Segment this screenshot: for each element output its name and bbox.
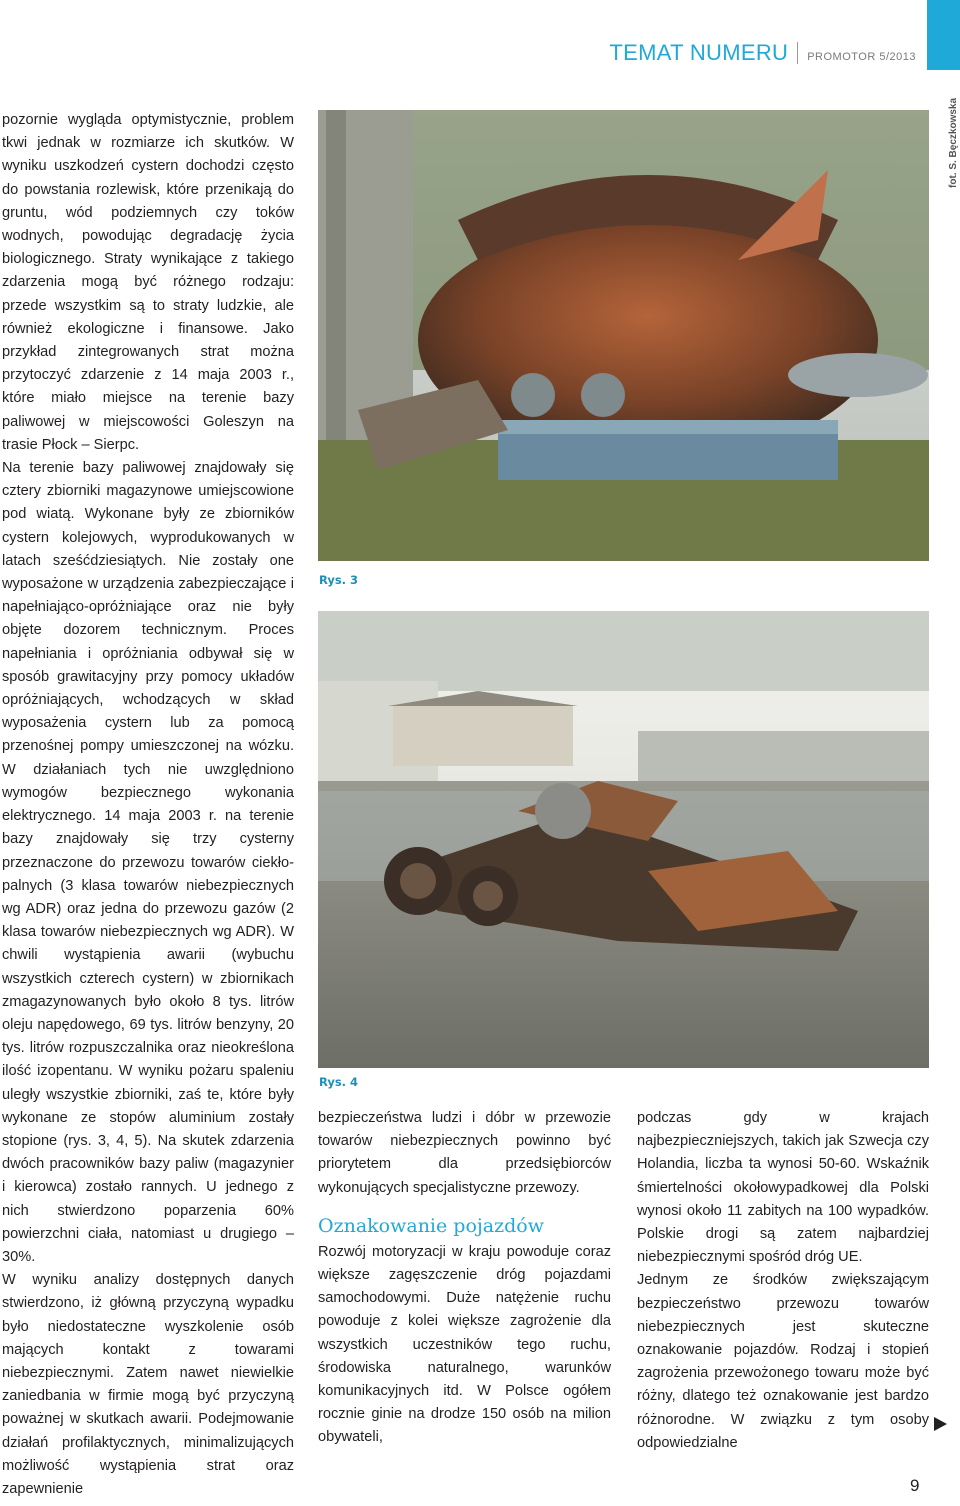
section-title: TEMAT NUMERU (609, 40, 789, 65)
burned-tank-illustration (318, 110, 929, 561)
paragraph: Na terenie bazy paliwowej znajdowały się cztery zbiorniki magazynowe umiejscowione pod wiatą. Wykonane były ze zbiorników cystern kolejowych, wyprodukowanych w latach sześćdziesiątych. Nie zostały one wyposażone w urządzenia zabezpieczające i napełniająco-opróżniające oraz nie były objęte dozorem technicznym. Proces napełniania i opróżniania odbywał się w sposób grawitacyjny przy pomocy układów opróżniających, wchodzących w skład wyposażenia cystern lub za pomocą przenośnej pompy umieszczonej na wózku. W działaniach tych nie uwzględniono wymogów bezpiecznego wykonania elektrycznego. 14 maja 2003 r. na terenie bazy znajdowały się trzy cysterny przeznaczone do przewozu towarów ciekło-palnych (3 klasa towarów niebezpiecznych wg ADR) oraz jedna do przewozu gazów (2 klasa towarów niebezpiecznych wg ADR). W chwili wystąpienia awarii (wybuchu wszystkich czterech cystern) w zbiornikach zmagazynowanych było około 8 tys. litrów oleju napędowego, 69 tys. litrów benzyny, 20 tys. litrów rozpuszczalnika oraz nieokreślona ilość izopentanu. W wyniku pożaru spaleniu uległy wszystkie zbiorniki, zaś te, które były wykonane ze stopów aluminium zostały stopione (rys. 3, 4, 5). Na skutek zdarzenia dwóch pracowników bazy paliw (magazynier i kierowca) zostało rannych. U jednego z nich stwierdzono poparzenia 60% powierzchni ciała, natomiast u drugiego – 30%. (2, 460, 294, 1265)
paragraph: podczas gdy w krajach najbezpieczniejszych, takich jak Szwecja czy Holandia, liczba ta wynosi 50-60. Wskaźnik śmiertelności okołowypadkowej dla Polski wynosi około 11 zabitych na 100 wypadków. Polskie drogi są zatem najbardziej niebezpiecznymi spośród dróg UE. (637, 1110, 929, 1266)
issue-label: PROMOTOR 5/2013 (807, 51, 916, 63)
photo-credit: fot. S. Bęczkowska (948, 97, 959, 188)
text-column-3 (637, 1107, 929, 1455)
paragraph: pozornie wygląda optymistycznie, problem tkwi jednak w rozmiarze ich skutków. W wyniku uszkodzeń cystern dochodzi często do powstania rozlewisk, które przenikają do gruntu, wód podziemnych czy toków wodnych, powodując degradację życia biologicznego. Straty wynikające z takiego zdarzenia mogą być różnego rodzaju: przede wszystkim są to straty ludzkie, ale również ekologiczne i finansowe. Jako przykład zintegrowanych strat można przytoczyć zdarzenie z 14 maja 2003 r., które miało miejsce na terenie bazy paliwowej w miejscowości Goleszyn na trasie Płock – Sierpc. (2, 112, 294, 453)
section-heading: Oznakowanie pojazdów (318, 1214, 544, 1237)
page-header (609, 40, 916, 66)
paragraph: bezpieczeństwa ludzi i dóbr w przewozie towarów niebezpiecznych powinno być priorytetem dla przedsiębiorców wykonujących specjalistyczne przewozy. (318, 1110, 611, 1196)
paragraph: Rozwój motoryzacji w kraju powoduje coraz większe zagęszczenie dróg pojazdami samochodowymi. Duże natężenie ruchu powoduje z kolei większe zagrożenie dla wszystkich uczestników tego ruchu, środowiska naturalnego, warunków komunikacyjnych itd. W Polsce ogółem rocznie ginie na drodze 150 osób na milion obywateli, (318, 1243, 611, 1446)
paragraph: W wyniku analizy dostępnych danych stwierdzono, iż główną przyczyną wypadku było niedostateczne wyszkolenie osób mających kontakt z towarami niebezpiecznymi. Zatem nawet niewielkie zaniedbania w firmie mogą być przyczyną poważnej w skutkach awarii. Podejmowanie działań profilaktycznych, minimalizujących możliwość wystąpienia strat oraz zapewnienie (2, 1272, 294, 1497)
figure-3-caption: Rys. 3 (319, 573, 359, 587)
figure-4-caption: Rys. 4 (319, 1075, 359, 1089)
paragraph: Jednym ze środków zwiększającym bezpieczeństwo przewozu towarów niebezpiecznych jest skuteczne oznakowanie pojazdów. Rodzaj i stopień zagrożenia przewożonego towaru może być różny, dlatego też oznakowanie jest bardzo różnorodne. W związku z tym osoby odpowiedzialne (637, 1272, 929, 1451)
header-divider (797, 42, 798, 64)
text-column-2 (318, 1107, 611, 1450)
text-column-1 (2, 109, 294, 1501)
continue-arrow-icon (934, 1417, 947, 1431)
wreckage-illustration (318, 611, 929, 1068)
accent-bar (927, 0, 960, 70)
figure-3-photo (318, 110, 929, 561)
page-number: 9 (910, 1476, 920, 1495)
figure-4-photo (318, 611, 929, 1068)
